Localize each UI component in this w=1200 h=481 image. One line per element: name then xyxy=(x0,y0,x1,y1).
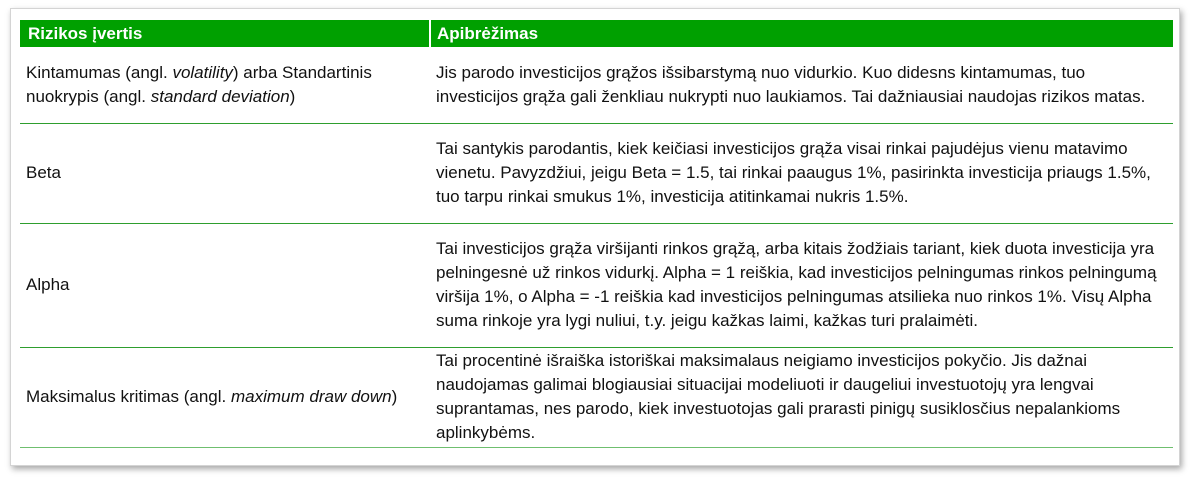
risk-measures-table xyxy=(20,20,1173,448)
term-text: ) arba Standartinis nuokrypis (angl. xyxy=(26,63,372,106)
term-text: ) xyxy=(289,87,296,106)
definition-cell: Tai investicijos grąža viršijanti rinkos grąžą, arba kitais žodžiais tariant, kiek duota investicija yra pelningesnė už rinkos vidurkį. Alpha = 1 reiškia, kad investicijos pelningumas rinkos pelningumą viršija 1%, o Alpha = -1 reiškia kad investicijos pelningumas atsilieka nuo rinkos 1%. Visų Alpha suma rinkoje yra lygi nuliui, t.y. jeigu kažkas laimi, kažkas turi pralaimėti. xyxy=(430,224,1173,348)
table-header-row xyxy=(20,20,1173,48)
term-text: Kintamumas (angl. xyxy=(26,63,173,82)
table-row xyxy=(20,48,1173,124)
definition-cell: Jis parodo investicijos grąžos išsibarstymą nuo vidurkio. Kuo didesns kintamumas, tuo investicijos grąža gali ženkliau nukrypti nuo laukiamos. Tai dažniausiai naudojas rizikos matas. xyxy=(430,48,1173,124)
term-italic: maximum draw down xyxy=(231,387,392,406)
definition-cell: Tai procentinė išraiška istoriškai maksimalaus neigiamo investicijos pokyčio. Jis dažnai naudojamas galimai blogiausiai situacijai modeliuoti ir daugeliui investuotojų yra lengvai suprantamas, nes parodo, kiek investuotojas gali prarasti pinigų susiklosčius nepalankioms aplinkybėms. xyxy=(430,348,1173,448)
term-cell: Alpha xyxy=(20,224,430,348)
header-risk-measure: Rizikos įvertis xyxy=(20,20,430,48)
header-definition: Apibrėžimas xyxy=(430,20,1173,48)
term-cell: Beta xyxy=(20,124,430,224)
table-row xyxy=(20,348,1173,448)
term-italic: standard deviation xyxy=(150,87,290,106)
definition-cell: Tai santykis parodantis, kiek keičiasi investicijos grąža visai rinkai pajudėjus vienu matavimo vienetu. Pavyzdžiui, jeigu Beta = 1.5, tai rinkai paaugus 1%, pasirinkta investicija priaugs 1.5%, tuo tarpu rinkai smukus 1%, investicija atitinkamai nukris 1.5%. xyxy=(430,124,1173,224)
term-cell xyxy=(20,48,430,124)
table-row xyxy=(20,224,1173,348)
table-row xyxy=(20,124,1173,224)
term-text: ) xyxy=(391,387,398,406)
term-cell xyxy=(20,348,430,448)
table-frame xyxy=(10,8,1180,466)
term-text: Maksimalus kritimas (angl. xyxy=(26,387,231,406)
term-italic: volatility xyxy=(172,63,233,82)
